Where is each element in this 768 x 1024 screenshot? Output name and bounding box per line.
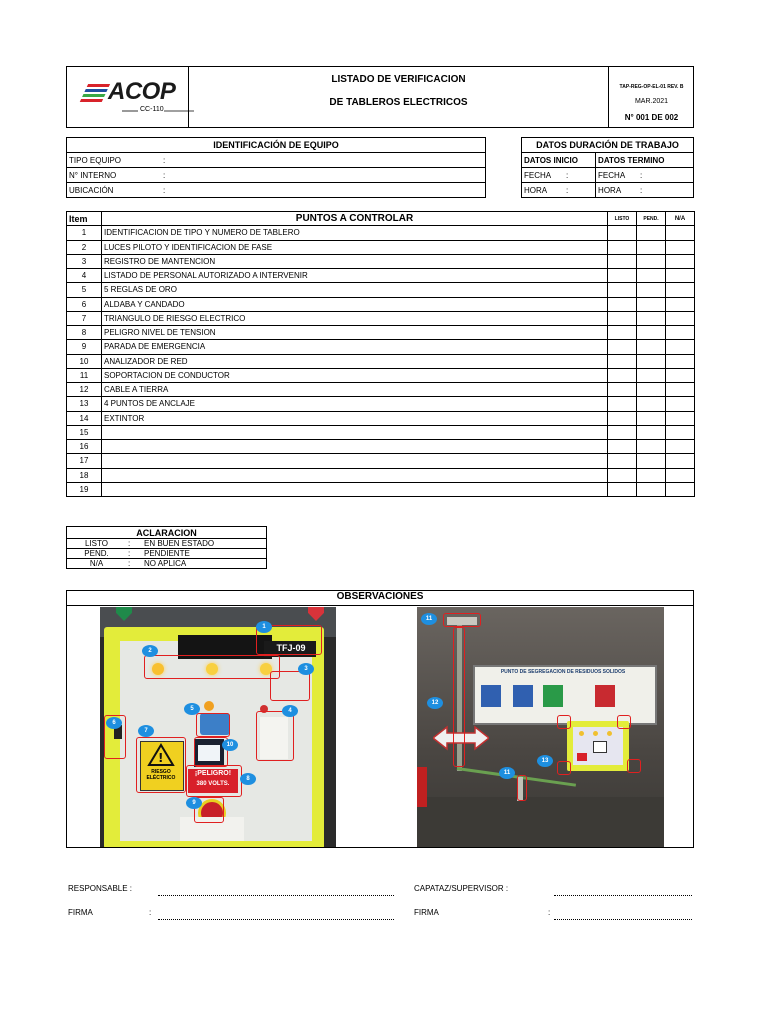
aclaracion-title: ACLARACION [67, 527, 267, 539]
listo-cell[interactable] [608, 383, 637, 397]
listo-cell[interactable] [608, 311, 637, 325]
marker-13: 13 [537, 755, 553, 767]
control-point: LISTADO DE PERSONAL AUTORIZADO A INTERVENIR [102, 269, 608, 283]
fecha-inicio-field[interactable]: : [564, 168, 596, 183]
aclaracion-sep: : [126, 559, 142, 569]
capataz-line[interactable] [554, 895, 692, 896]
item-number: 8 [67, 326, 102, 340]
listo-cell[interactable] [608, 297, 637, 311]
marker-2: 2 [142, 645, 158, 657]
firma-label-right: FIRMA [414, 908, 439, 917]
item-number: 1 [67, 226, 102, 240]
segregacion-sign-text: PUNTO DE SEGREGACION DE RESIDUOS SOLIDOS [500, 669, 626, 675]
table-row [67, 383, 695, 397]
na-cell[interactable] [666, 482, 695, 496]
control-point: CABLE A TIERRA [102, 383, 608, 397]
highlight-box [144, 655, 280, 679]
highlight-box [617, 715, 631, 729]
control-point: REGISTRO DE MANTENCION [102, 254, 608, 268]
highlight-box [186, 765, 242, 797]
col-item-header: Item [67, 212, 102, 226]
item-number: 11 [67, 368, 102, 382]
marker-6: 6 [106, 717, 122, 729]
checklist-table [66, 211, 695, 497]
na-cell[interactable] [666, 326, 695, 340]
na-cell[interactable] [666, 340, 695, 354]
table-row [67, 411, 695, 425]
table-row [67, 254, 695, 268]
listo-cell[interactable] [608, 468, 637, 482]
duracion-title: DATOS DURACIÓN DE TRABAJO [522, 138, 694, 153]
listo-cell[interactable] [608, 326, 637, 340]
responsable-line[interactable] [158, 895, 394, 896]
control-point: PELIGRO NIVEL DE TENSION [102, 326, 608, 340]
item-number: 4 [67, 269, 102, 283]
capataz-label: CAPATAZ/SUPERVISOR : [414, 884, 509, 893]
control-point: 4 PUNTOS DE ANCLAJE [102, 397, 608, 411]
marker-8: 8 [240, 773, 256, 785]
item-number: 13 [67, 397, 102, 411]
item-number: 17 [67, 454, 102, 468]
pend-cell[interactable] [637, 254, 666, 268]
control-point: PARADA DE EMERGENCIA [102, 340, 608, 354]
pend-cell[interactable] [637, 440, 666, 454]
marker-5: 5 [184, 703, 200, 715]
aclaracion-key: N/A [67, 559, 127, 569]
control-point: LUCES PILOTO Y IDENTIFICACION DE FASE [102, 240, 608, 254]
hora-inicio-field[interactable]: : [564, 183, 596, 198]
control-point: IDENTIFICACION DE TIPO Y NUMERO DE TABLERO [102, 226, 608, 240]
listo-cell[interactable] [608, 340, 637, 354]
item-number: 12 [67, 383, 102, 397]
firma-line-left[interactable] [158, 919, 394, 920]
aclaracion-value: PENDIENTE [142, 549, 267, 559]
highlight-box [517, 775, 527, 801]
marker-3: 3 [298, 663, 314, 675]
volts-sign-text: 380 VOLTS. [196, 781, 230, 787]
na-cell[interactable] [666, 425, 695, 439]
identificacion-title: IDENTIFICACIÓN DE EQUIPO [67, 138, 486, 153]
highlight-box [270, 671, 310, 701]
table-row [67, 368, 695, 382]
control-point: ALDABA Y CANDADO [102, 297, 608, 311]
observaciones-title: OBSERVACIONES [336, 591, 424, 602]
doc-code: TAP-REG-OP-EL-01 REV. B [619, 84, 684, 90]
fecha-termino-label: FECHA [596, 168, 639, 183]
listo-cell[interactable] [608, 283, 637, 297]
firma-sep-right: : [548, 908, 551, 917]
control-point [102, 482, 608, 496]
col-pend-header: PEND. [637, 212, 666, 226]
peligro-sign-text: ¡PELIGRO! [194, 770, 232, 777]
col-listo-header: LISTO [608, 212, 637, 226]
na-cell[interactable] [666, 311, 695, 325]
marker-9: 9 [186, 797, 202, 809]
brand-sub: CC-110 [140, 106, 164, 113]
listo-cell[interactable] [608, 240, 637, 254]
pend-cell[interactable] [637, 340, 666, 354]
highlight-box [627, 759, 641, 773]
na-cell[interactable] [666, 397, 695, 411]
table-row [67, 468, 695, 482]
pend-cell[interactable] [637, 283, 666, 297]
marker-11b: 11 [499, 767, 515, 779]
na-cell[interactable] [666, 383, 695, 397]
table-row [67, 311, 695, 325]
listo-cell[interactable] [608, 269, 637, 283]
aclaracion-value: EN BUEN ESTADO [142, 539, 267, 549]
pend-cell[interactable] [637, 482, 666, 496]
pend-cell[interactable] [637, 368, 666, 382]
item-number: 16 [67, 440, 102, 454]
control-point [102, 425, 608, 439]
hora-termino-label: HORA [596, 183, 639, 198]
doc-page: N° 001 DE 002 [624, 113, 679, 122]
marker-12: 12 [427, 697, 443, 709]
duracion-table [521, 137, 694, 198]
pend-cell[interactable] [637, 297, 666, 311]
n-interno-label: N° INTERNO [67, 168, 162, 183]
pend-cell[interactable] [637, 383, 666, 397]
item-number: 15 [67, 425, 102, 439]
aclaracion-value: NO APLICA [142, 559, 267, 569]
riesgo-sign-text: RIESGO ELÉCTRICO [146, 769, 176, 781]
na-cell[interactable] [666, 283, 695, 297]
acop-logo [78, 80, 198, 120]
marker-1: 1 [256, 621, 272, 633]
firma-label-left: FIRMA [68, 908, 93, 917]
pend-cell[interactable] [637, 454, 666, 468]
pend-cell[interactable] [637, 468, 666, 482]
datos-inicio-label: DATOS INICIO [522, 153, 596, 168]
tipo-equipo-field[interactable]: : [161, 153, 486, 168]
na-cell[interactable] [666, 368, 695, 382]
pend-cell[interactable] [637, 311, 666, 325]
pend-cell[interactable] [637, 326, 666, 340]
installation-photo [417, 607, 664, 847]
item-number: 19 [67, 482, 102, 496]
pend-cell[interactable] [637, 269, 666, 283]
aclaracion-sep: : [126, 549, 142, 559]
listo-cell[interactable] [608, 226, 637, 240]
highlight-box [557, 761, 571, 775]
marker-7: 7 [138, 725, 154, 737]
control-point: EXTINTOR [102, 411, 608, 425]
title-line2: DE TABLEROS ELECTRICOS [329, 97, 468, 108]
item-number: 5 [67, 283, 102, 297]
highlight-box [557, 715, 571, 729]
responsable-label: RESPONSABLE : [68, 884, 133, 893]
fecha-termino-field[interactable]: : [638, 168, 693, 183]
brand-name: ACOP [108, 78, 176, 105]
marker-10: 10 [222, 739, 238, 751]
col-control-header: PUNTOS A CONTROLAR [102, 212, 608, 226]
item-number: 3 [67, 254, 102, 268]
control-point [102, 440, 608, 454]
listo-cell[interactable] [608, 411, 637, 425]
table-row [67, 454, 695, 468]
table-row [67, 297, 695, 311]
table-row [67, 425, 695, 439]
control-point: ANALIZADOR DE RED [102, 354, 608, 368]
listo-cell[interactable] [608, 440, 637, 454]
firma-line-right[interactable] [554, 919, 692, 920]
item-number: 9 [67, 340, 102, 354]
listo-cell[interactable] [608, 397, 637, 411]
control-point: TRIANGULO DE RIESGO ELECTRICO [102, 311, 608, 325]
marker-11: 11 [421, 613, 437, 625]
listo-cell[interactable] [608, 354, 637, 368]
na-cell[interactable] [666, 254, 695, 268]
na-cell[interactable] [666, 468, 695, 482]
listo-cell[interactable] [608, 482, 637, 496]
panel-tag: TFJ-09 [276, 643, 306, 653]
control-point: SOPORTACION DE CONDUCTOR [102, 368, 608, 382]
n-interno-field[interactable]: : [161, 168, 486, 183]
firma-sep-left: : [149, 908, 152, 917]
listo-cell[interactable] [608, 425, 637, 439]
table-row [67, 226, 695, 240]
pend-cell[interactable] [637, 397, 666, 411]
item-number: 7 [67, 311, 102, 325]
table-row [67, 482, 695, 496]
control-point [102, 454, 608, 468]
aclaracion-table [66, 526, 267, 569]
aclaracion-key: PEND. [67, 549, 127, 559]
ubicacion-field[interactable]: : [161, 183, 486, 198]
item-number: 18 [67, 468, 102, 482]
table-row [67, 354, 695, 368]
highlight-box [136, 737, 186, 793]
highlight-box [453, 627, 465, 767]
na-cell[interactable] [666, 411, 695, 425]
highlight-box [443, 613, 481, 627]
col-na-header: N/A [666, 212, 695, 226]
pend-cell[interactable] [637, 240, 666, 254]
identificacion-table [66, 137, 486, 198]
item-number: 10 [67, 354, 102, 368]
hora-inicio-label: HORA [522, 183, 565, 198]
table-row [67, 269, 695, 283]
table-row [67, 326, 695, 340]
highlight-box [256, 711, 294, 761]
na-cell[interactable] [666, 354, 695, 368]
aclaracion-key: LISTO [67, 539, 127, 549]
fecha-inicio-label: FECHA [522, 168, 565, 183]
na-cell[interactable] [666, 226, 695, 240]
control-point [102, 468, 608, 482]
table-row [67, 240, 695, 254]
listo-cell[interactable] [608, 454, 637, 468]
na-cell[interactable] [666, 269, 695, 283]
na-cell[interactable] [666, 440, 695, 454]
table-row [67, 440, 695, 454]
datos-termino-label: DATOS TERMINO [596, 153, 694, 168]
table-row [67, 283, 695, 297]
panel-photo [100, 607, 336, 847]
item-number: 14 [67, 411, 102, 425]
na-cell[interactable] [666, 454, 695, 468]
table-row [67, 397, 695, 411]
na-cell[interactable] [666, 240, 695, 254]
marker-4: 4 [282, 705, 298, 717]
svg-text:!: ! [158, 751, 164, 765]
control-point: 5 REGLAS DE ORO [102, 283, 608, 297]
pend-cell[interactable] [637, 411, 666, 425]
item-number: 2 [67, 240, 102, 254]
tipo-equipo-label: TIPO EQUIPO [67, 153, 162, 168]
aclaracion-sep: : [126, 539, 142, 549]
listo-cell[interactable] [608, 254, 637, 268]
hora-termino-field[interactable]: : [638, 183, 693, 198]
pend-cell[interactable] [637, 425, 666, 439]
table-row [67, 340, 695, 354]
item-number: 6 [67, 297, 102, 311]
na-cell[interactable] [666, 297, 695, 311]
pend-cell[interactable] [637, 354, 666, 368]
ubicacion-label: UBICACIÓN [67, 183, 162, 198]
listo-cell[interactable] [608, 368, 637, 382]
title-line1: LISTADO DE VERIFICACION [331, 74, 466, 85]
highlight-box [196, 713, 230, 737]
pend-cell[interactable] [637, 226, 666, 240]
doc-date: MAR.2021 [634, 98, 669, 105]
